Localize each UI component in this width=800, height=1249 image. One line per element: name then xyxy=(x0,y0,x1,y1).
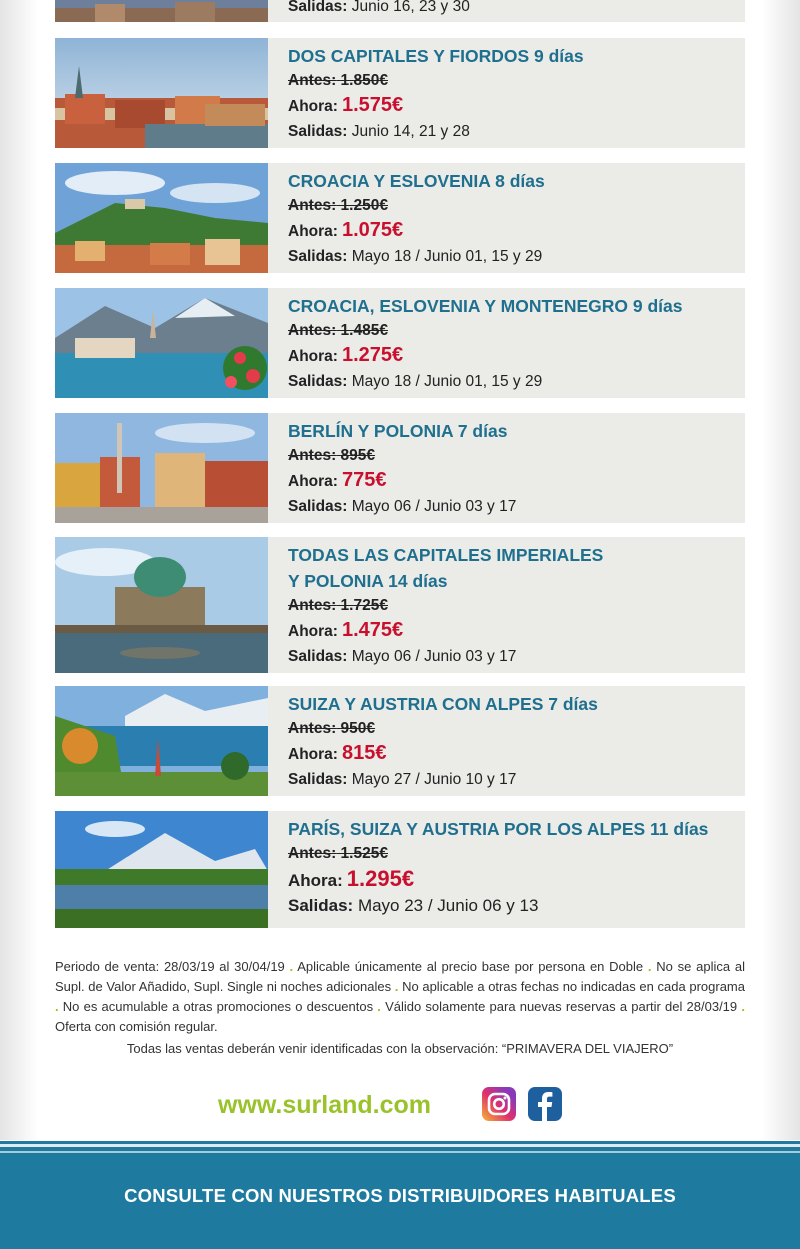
now-label: Ahora: xyxy=(288,871,343,890)
departures-row xyxy=(288,119,737,144)
now-label: Ahora: xyxy=(288,348,338,365)
before-row xyxy=(288,841,737,866)
departures-row xyxy=(288,644,737,669)
departures-label: Salidas: xyxy=(288,648,348,665)
now-row xyxy=(288,468,737,494)
now-price: 1.275€ xyxy=(341,344,404,366)
now-row xyxy=(288,741,737,767)
offer-photo xyxy=(55,413,268,523)
offer-photo xyxy=(55,163,268,273)
now-label: Ahora: xyxy=(288,473,338,490)
page-left-shadow xyxy=(0,0,38,1140)
departures-row xyxy=(288,767,737,792)
offer-card[interactable] xyxy=(55,413,745,523)
footer-text: CONSULTE CON NUESTROS DISTRIBUIDORES HABITUALES xyxy=(124,1185,676,1206)
offer-title: DOS CAPITALES Y FIORDOS 9 días xyxy=(288,46,584,66)
before-price: Antes: 1.725€ xyxy=(288,597,388,614)
before-price: Antes: 895€ xyxy=(288,447,376,464)
departures-label: Salidas: xyxy=(288,123,348,140)
now-label: Ahora: xyxy=(288,223,338,240)
offer-card[interactable] xyxy=(55,0,745,22)
now-price: 775€ xyxy=(341,469,387,491)
page-right-shadow xyxy=(762,0,800,1140)
departures-row xyxy=(288,369,737,394)
now-row xyxy=(288,618,737,644)
offer-card[interactable] xyxy=(55,163,745,273)
offer-card[interactable] xyxy=(55,537,745,673)
before-price: Antes: 1.485€ xyxy=(288,322,388,339)
departures-value: Mayo 06 / Junio 03 y 17 xyxy=(351,498,517,515)
offer-card[interactable] xyxy=(55,288,745,398)
terms-note: Todas las ventas deberán venir identificadas con la observación: “PRIMAVERA DEL VIAJERO” xyxy=(126,1041,674,1056)
offer-title-line1: TODAS LAS CAPITALES IMPERIALES xyxy=(288,545,604,565)
website-link[interactable]: www.surland.com xyxy=(218,1091,432,1119)
departures-value: Junio 16, 23 y 30 xyxy=(351,0,470,15)
terms-conditions: Periodo de venta: 28/03/19 al 30/04/19 . Aplicable únicamente al precio base por persona en Doble . No se aplica al Supl. de Valor Añadido, Supl. Single ni noches adicionales . No aplicable a otras fechas no indicadas en cada programa . No es acumulable a otras promociones o descuentos . Válido solamente para nuevas reservas a partir del 28/03/19 . Oferta con comisión regular. xyxy=(55,959,745,1034)
offer-title: SUIZA Y AUSTRIA CON ALPES 7 días xyxy=(288,694,598,714)
facebook-icon[interactable] xyxy=(528,1087,562,1121)
departures-label: Salidas: xyxy=(288,248,348,265)
departures-label: Salidas: xyxy=(288,373,348,390)
offer-photo xyxy=(55,811,268,928)
offer-title: PARÍS, SUIZA Y AUSTRIA POR LOS ALPES 11 días xyxy=(288,819,709,839)
departures-row xyxy=(288,244,737,269)
before-row xyxy=(288,593,737,618)
offer-title: CROACIA Y ESLOVENIA 8 días xyxy=(288,171,545,191)
departures-value: Mayo 18 / Junio 01, 15 y 29 xyxy=(351,248,543,265)
offer-card[interactable] xyxy=(55,686,745,796)
departures-value: Mayo 23 / Junio 06 y 13 xyxy=(357,896,539,915)
before-price: Antes: 1.525€ xyxy=(288,845,388,862)
footer-stripe xyxy=(0,1151,800,1153)
departures-row xyxy=(288,494,737,519)
before-price: Antes: 1.250€ xyxy=(288,197,388,214)
before-row xyxy=(288,193,737,218)
now-price: 1.475€ xyxy=(341,619,404,641)
before-row xyxy=(288,716,737,741)
now-price: 815€ xyxy=(341,742,387,764)
offer-card[interactable] xyxy=(55,38,745,148)
now-row xyxy=(288,218,737,244)
departures-label: Salidas: xyxy=(288,498,348,515)
now-price: 1.295€ xyxy=(346,866,415,891)
departures-value: Mayo 06 / Junio 03 y 17 xyxy=(351,648,517,665)
departures-label: Salidas: xyxy=(288,0,348,15)
offer-photo xyxy=(55,686,268,796)
now-row xyxy=(288,343,737,369)
instagram-icon[interactable] xyxy=(482,1087,516,1121)
offer-photo xyxy=(55,288,268,398)
departures-label: Salidas: xyxy=(288,896,354,915)
offer-title-line2: Y POLONIA 14 días xyxy=(288,571,448,591)
now-label: Ahora: xyxy=(288,623,338,640)
now-row xyxy=(288,93,737,119)
departures-row xyxy=(288,0,737,19)
departures-label: Salidas: xyxy=(288,771,348,788)
before-row xyxy=(288,318,737,343)
before-row xyxy=(288,68,737,93)
offer-photo xyxy=(55,0,268,22)
departures-value: Mayo 18 / Junio 01, 15 y 29 xyxy=(351,373,543,390)
offer-photo xyxy=(55,537,268,673)
before-row xyxy=(288,443,737,468)
now-label: Ahora: xyxy=(288,746,338,763)
departures-value: Mayo 27 / Junio 10 y 17 xyxy=(351,771,517,788)
before-price: Antes: 950€ xyxy=(288,720,376,737)
now-price: 1.075€ xyxy=(341,219,404,241)
offer-title: BERLÍN Y POLONIA 7 días xyxy=(288,421,508,441)
offer-title: CROACIA, ESLOVENIA Y MONTENEGRO 9 días xyxy=(288,296,683,316)
offer-card[interactable] xyxy=(55,811,745,928)
departures-value: Junio 14, 21 y 28 xyxy=(351,123,470,140)
offer-photo xyxy=(55,38,268,148)
now-label: Ahora: xyxy=(288,98,338,115)
departures-row xyxy=(288,893,737,918)
now-row xyxy=(288,866,737,893)
now-price: 1.575€ xyxy=(341,94,404,116)
before-price: Antes: 1.850€ xyxy=(288,72,388,89)
footer-stripe xyxy=(0,1144,800,1147)
